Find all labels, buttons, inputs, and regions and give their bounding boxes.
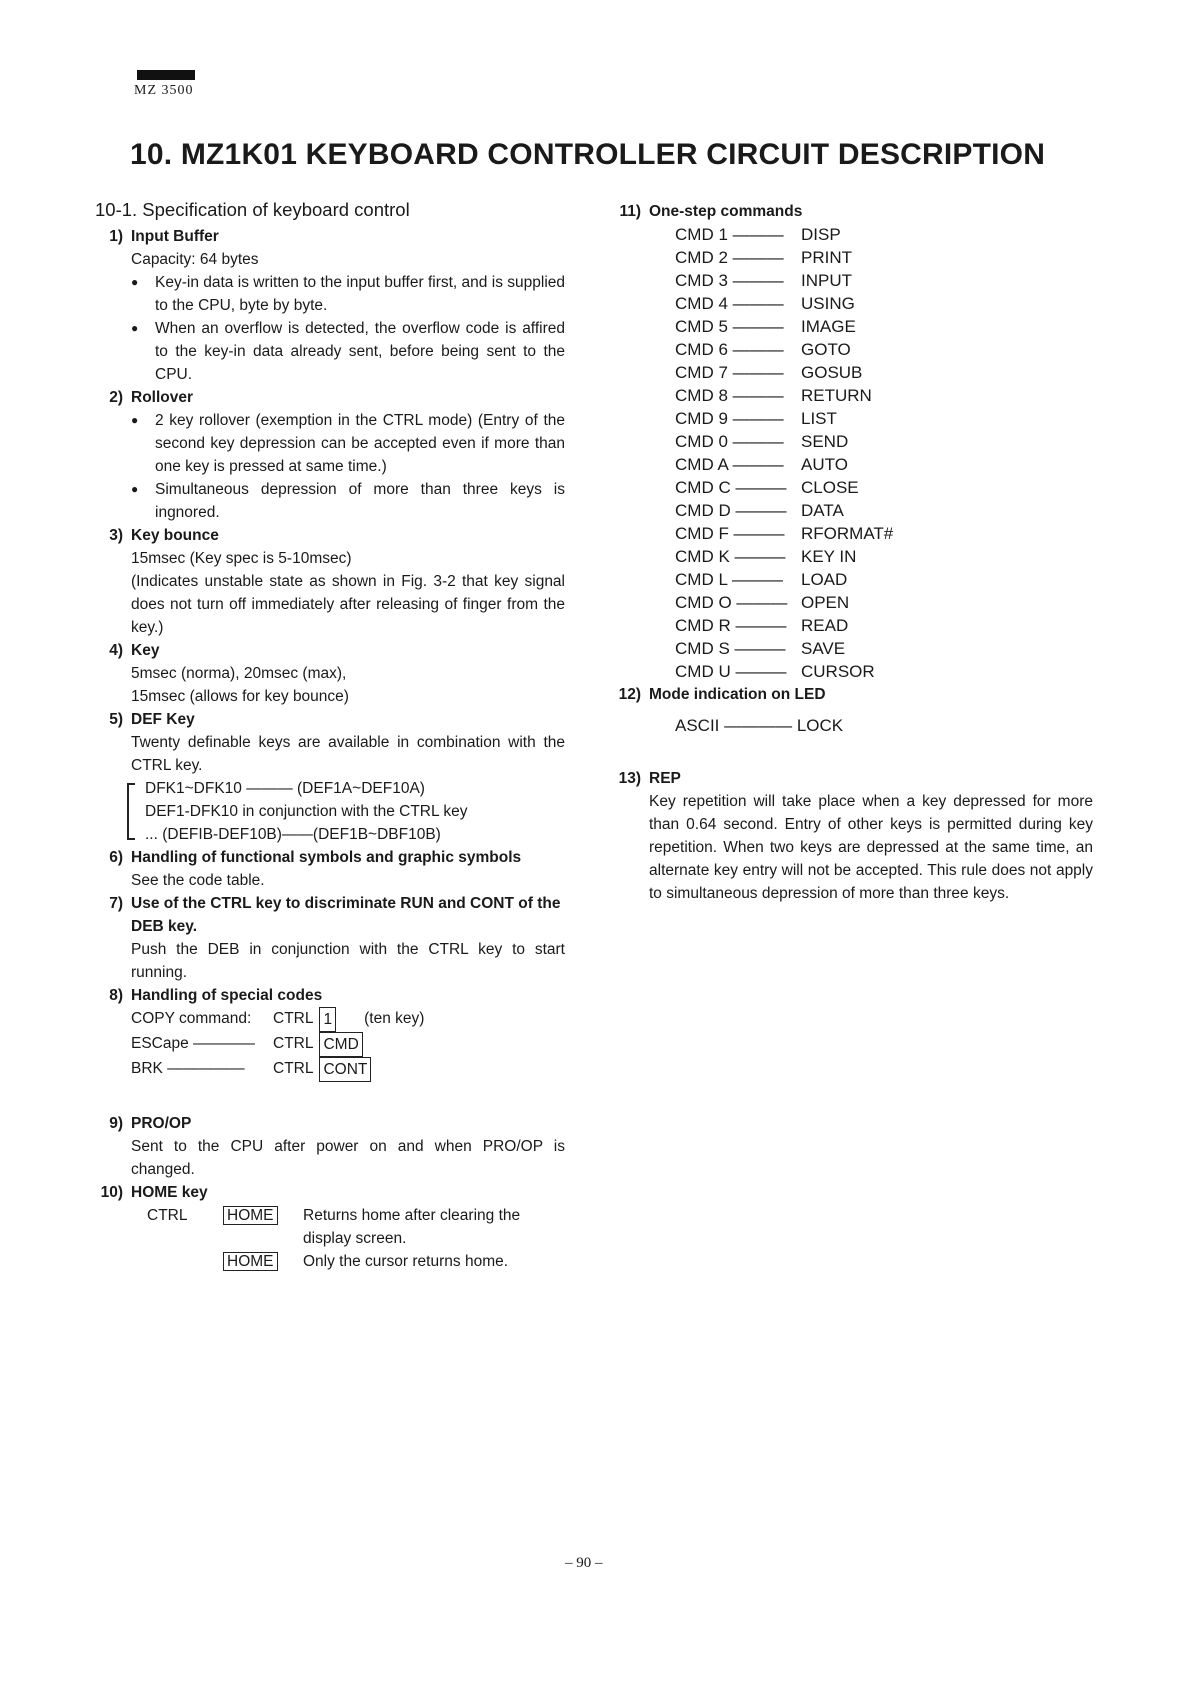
bullet-item	[95, 317, 565, 386]
def-key-line: DFK1~DFK10 ——— (DEF1A~DEF10A)	[145, 780, 425, 797]
key-timing-line: 15msec (allows for key bounce)	[131, 688, 349, 705]
command-name: IMAGE	[801, 317, 856, 336]
item-one-step-commands	[613, 200, 1093, 223]
item-home-key	[95, 1181, 565, 1204]
special-code-row	[95, 1032, 565, 1057]
item-input-buffer	[95, 225, 565, 248]
home-key-row	[95, 1250, 565, 1273]
command-name: PRINT	[801, 248, 852, 267]
section-title: 10-1. Specification of keyboard control	[95, 199, 410, 220]
key-timing-line: 5msec (norma), 20msec (max),	[131, 665, 347, 682]
bullet-icon: ●	[131, 413, 139, 427]
item-number: 3)	[109, 527, 123, 544]
command-key: CMD 8 ———	[675, 386, 784, 405]
home-key-text: Only the cursor returns home.	[303, 1253, 509, 1270]
bullet-text: When an overflow is detected, the overflow code is affired to the key-in data already sent, before being sent to the CPU.	[155, 320, 565, 383]
command-key: CMD 7 ———	[675, 363, 784, 382]
item-number: 10)	[100, 1184, 123, 1201]
command-name: CLOSE	[801, 478, 859, 497]
item-number: 1)	[109, 228, 123, 245]
item-number: 6)	[109, 849, 123, 866]
left-column	[95, 197, 565, 1273]
item-heading: One-step commands	[649, 203, 803, 220]
command-row	[613, 499, 1093, 522]
command-name: AUTO	[801, 455, 848, 474]
bracket-icon	[127, 783, 135, 840]
command-name: DISP	[801, 225, 841, 244]
key-box: HOME	[223, 1252, 278, 1271]
bullet-item	[95, 409, 565, 478]
command-key: CMD O ———	[675, 593, 788, 612]
command-name: RETURN	[801, 386, 872, 405]
command-key: CMD R ———	[675, 616, 787, 635]
item-number: 9)	[109, 1115, 123, 1132]
item-functional-symbols	[95, 846, 565, 869]
command-key: CMD S ———	[675, 639, 786, 658]
command-key: CMD 9 ———	[675, 409, 784, 428]
command-row	[613, 591, 1093, 614]
header-mark-bar	[137, 70, 195, 80]
item-key	[95, 639, 565, 662]
special-code-name: BRK —————	[131, 1060, 245, 1077]
command-name: INPUT	[801, 271, 852, 290]
item-ctrl-run	[95, 892, 565, 938]
item-heading: Key bounce	[131, 527, 219, 544]
command-row	[613, 338, 1093, 361]
item-def-key	[95, 708, 565, 731]
command-key: CMD L ———	[675, 570, 783, 589]
command-key: CMD 0 ———	[675, 432, 784, 451]
item-heading: REP	[649, 770, 681, 787]
command-row	[613, 407, 1093, 430]
command-key: CMD D ———	[675, 501, 787, 520]
special-code-name: COPY command:	[131, 1010, 252, 1027]
ctrl-label: CTRL	[273, 1035, 314, 1052]
item-rep	[613, 767, 1093, 790]
item-heading: Rollover	[131, 389, 194, 406]
page-number: – 90 –	[565, 1555, 603, 1571]
item-heading: Handling of functional symbols and graphic symbols	[131, 849, 522, 866]
model-label: MZ 3500	[134, 83, 194, 98]
item-number: 13)	[618, 770, 641, 787]
bullet-item	[95, 478, 565, 524]
command-key: CMD 3 ———	[675, 271, 784, 290]
item-heading: Input Buffer	[131, 228, 219, 245]
rep-text: Key repetition will take place when a key depressed for more than 0.64 second. Entry of other keys is permitted during key repetition. When two keys are depressed at the same time, an alternate key entry will not be accepted. This rule does not apply to simultaneous depression of more than three keys.	[649, 793, 1093, 902]
command-row	[613, 223, 1093, 246]
item-heading: Mode indication on LED	[649, 686, 826, 703]
ctrl-label: CTRL	[273, 1060, 314, 1077]
key-bounce-text: (Indicates unstable state as shown in Fig. 3-2 that key signal does not turn off immediately after releasing of finger from the key.)	[131, 573, 565, 636]
command-key: CMD 5 ———	[675, 317, 784, 336]
home-key-text: Returns home after clearing the display screen.	[303, 1207, 521, 1247]
command-row	[613, 315, 1093, 338]
def-key-line: DEF1-DFK10 in conjunction with the CTRL key	[145, 803, 468, 820]
ctrl-label	[147, 1250, 217, 1273]
ctrl-label: CTRL	[273, 1010, 314, 1027]
command-name: SEND	[801, 432, 849, 451]
item-number: 12)	[618, 686, 641, 703]
def-key-text: Twenty definable keys are available in combination with the CTRL key.	[131, 734, 565, 774]
key-box: 1	[319, 1007, 336, 1032]
led-indication-row: ASCII ———— LOCK	[675, 716, 844, 735]
command-name: SAVE	[801, 639, 846, 658]
item-heading: Use of the CTRL key to discriminate RUN and CONT of the DEB key.	[131, 895, 561, 935]
item-number: 8)	[109, 987, 123, 1004]
command-name: OPEN	[801, 593, 850, 612]
item-number: 11)	[619, 203, 641, 220]
command-key: CMD K ———	[675, 547, 786, 566]
special-code-row	[95, 1057, 565, 1082]
item-number: 2)	[109, 389, 123, 406]
item-heading: DEF Key	[131, 711, 195, 728]
def-key-line: ... (DEFIB-DEF10B)——(DEF1B~DBF10B)	[145, 826, 441, 843]
command-key: CMD 4 ———	[675, 294, 784, 313]
command-row	[613, 384, 1093, 407]
bullet-text: Simultaneous depression of more than three keys is ingnored.	[155, 481, 565, 521]
bullet-text: 2 key rollover (exemption in the CTRL mode) (Entry of the second key depression can be accepted even if more than one key is pressed at same time.)	[155, 412, 565, 475]
item-heading: PRO/OP	[131, 1115, 192, 1132]
command-key: CMD C ———	[675, 478, 787, 497]
command-row	[613, 453, 1093, 476]
command-key: CMD A ———	[675, 455, 784, 474]
command-row	[613, 660, 1093, 683]
item-heading: Key	[131, 642, 160, 659]
command-name: LOAD	[801, 570, 848, 589]
item-key-bounce	[95, 524, 565, 547]
command-list	[613, 223, 1093, 683]
command-key: CMD F ———	[675, 524, 785, 543]
item-number: 7)	[109, 895, 123, 912]
item-led-mode	[613, 683, 1093, 706]
command-name: READ	[801, 616, 849, 635]
item-special-codes	[95, 984, 565, 1007]
command-row	[613, 545, 1093, 568]
home-key-row	[95, 1204, 565, 1250]
command-row	[613, 361, 1093, 384]
command-row	[613, 476, 1093, 499]
command-key: CMD 1 ———	[675, 225, 784, 244]
bullet-text: Key-in data is written to the input buffer first, and is supplied to the CPU, byte by byte.	[155, 274, 565, 314]
item-heading: HOME key	[131, 1184, 208, 1201]
key-bounce-spec: 15msec (Key spec is 5-10msec)	[131, 550, 352, 567]
item-pro-op	[95, 1112, 565, 1135]
command-name: GOTO	[801, 340, 851, 359]
item-heading: Handling of special codes	[131, 987, 323, 1004]
command-row	[613, 269, 1093, 292]
command-row	[613, 637, 1093, 660]
key-box: HOME	[223, 1206, 278, 1225]
command-row	[613, 614, 1093, 637]
command-name: GOSUB	[801, 363, 863, 382]
item-number: 4)	[109, 642, 123, 659]
functional-text: See the code table.	[131, 872, 265, 889]
command-name: LIST	[801, 409, 837, 428]
command-row	[613, 430, 1093, 453]
bullet-icon: ●	[131, 482, 139, 496]
item-rollover	[95, 386, 565, 409]
command-key: CMD 6 ———	[675, 340, 784, 359]
command-name: DATA	[801, 501, 844, 520]
command-name: RFORMAT#	[801, 524, 894, 543]
def-key-bracket-block	[95, 777, 565, 846]
pro-op-text: Sent to the CPU after power on and when PRO/OP is changed.	[131, 1138, 565, 1178]
command-name: USING	[801, 294, 855, 313]
key-box: CONT	[319, 1057, 371, 1082]
special-code-row	[95, 1007, 565, 1032]
item-number: 5)	[109, 711, 123, 728]
command-row	[613, 246, 1093, 269]
special-code-name: ESCape ————	[131, 1035, 256, 1052]
bullet-icon: ●	[131, 275, 139, 289]
ctrl-run-text: Push the DEB in conjunction with the CTRL key to start running.	[131, 941, 565, 981]
command-row	[613, 292, 1093, 315]
command-row	[613, 522, 1093, 545]
bullet-item	[95, 271, 565, 317]
command-key: CMD 2 ———	[675, 248, 784, 267]
capacity-text: Capacity: 64 bytes	[131, 251, 259, 268]
key-box: CMD	[319, 1032, 362, 1057]
right-column	[613, 200, 1093, 905]
command-row	[613, 568, 1093, 591]
page-title: 10. MZ1K01 KEYBOARD CONTROLLER CIRCUIT DESCRIPTION	[130, 138, 1046, 171]
special-code-note: (ten key)	[364, 1010, 425, 1027]
command-name: CURSOR	[801, 662, 875, 681]
bullet-icon: ●	[131, 321, 139, 335]
ctrl-label: CTRL	[147, 1207, 188, 1224]
command-name: KEY IN	[801, 547, 857, 566]
command-key: CMD U ———	[675, 662, 787, 681]
